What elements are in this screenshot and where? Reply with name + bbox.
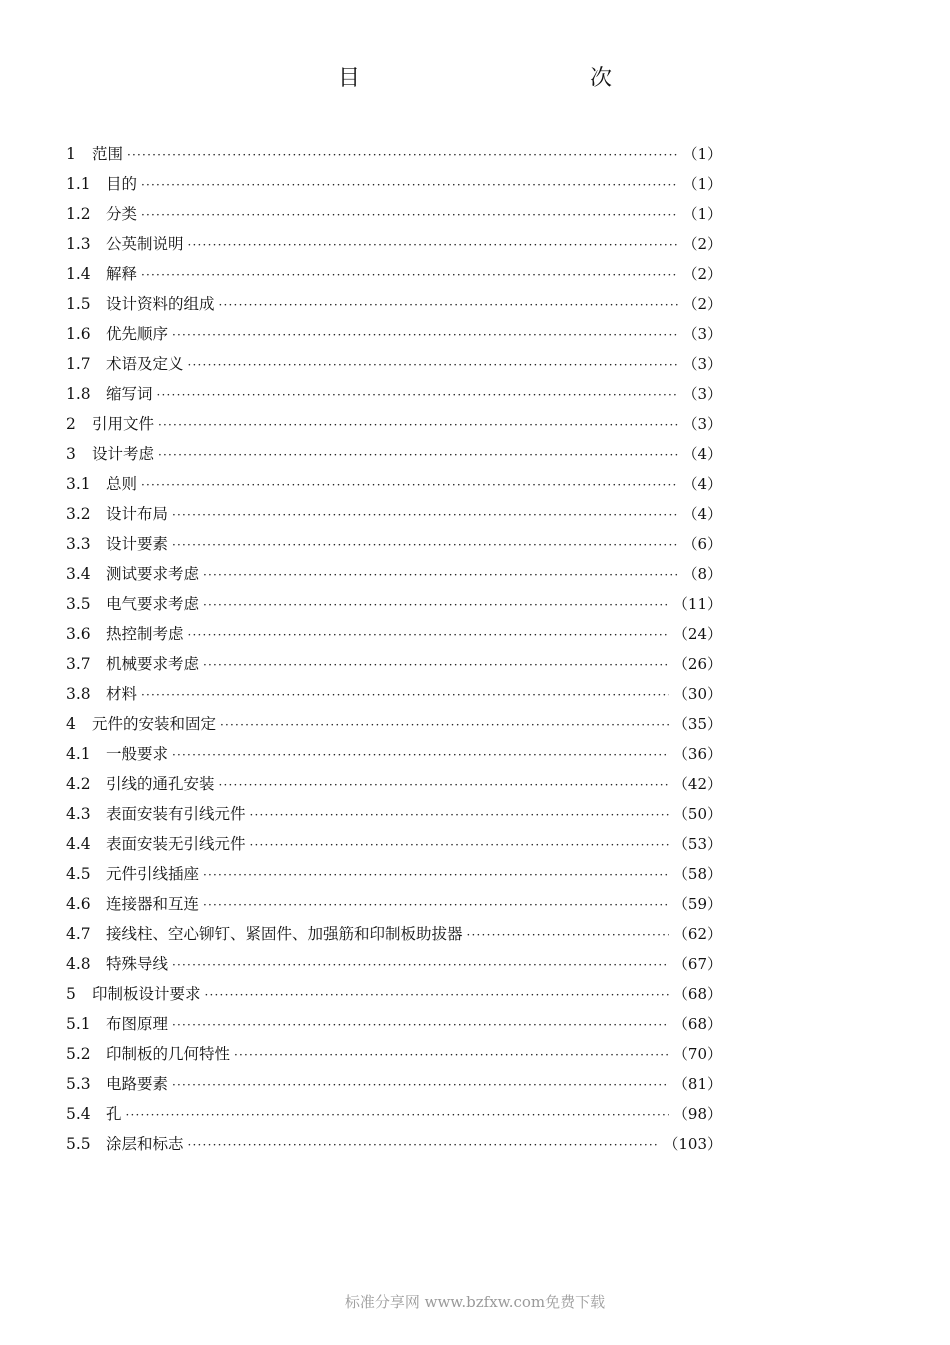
dot-leader: [158, 410, 678, 440]
toc-entry[interactable]: [66, 1009, 722, 1039]
toc-entry[interactable]: [66, 769, 722, 799]
toc-entry-number: 1.3: [66, 235, 91, 253]
toc-entry[interactable]: [66, 139, 722, 169]
toc-entry-number: 4.3: [66, 805, 91, 823]
toc-entry-label: 范围: [92, 145, 124, 163]
toc-entry-number: 1.1: [66, 175, 91, 193]
toc-entry-number: 4.2: [66, 775, 91, 793]
toc-entry-label: 解释: [106, 265, 138, 283]
dot-leader: [234, 1040, 669, 1070]
toc-entry-page: （4）: [682, 505, 722, 523]
dot-leader: [250, 800, 669, 830]
dot-leader: [141, 680, 669, 710]
toc-entry-number: 3: [66, 445, 76, 463]
toc-entry[interactable]: [66, 1069, 722, 1099]
toc-entry-number: 4.5: [66, 865, 91, 883]
toc-entry-number: 3.8: [66, 685, 91, 703]
dot-leader: [205, 980, 669, 1010]
toc-entry-number: 3.3: [66, 535, 91, 553]
toc-entry[interactable]: [66, 469, 722, 499]
toc-entry-page: （4）: [682, 475, 722, 493]
toc-entry-label: 热控制考虑: [106, 625, 184, 643]
toc-entry-label: 分类: [106, 205, 138, 223]
dot-leader: [467, 920, 669, 950]
toc-entry[interactable]: [66, 979, 722, 1009]
toc-entry-label: 设计要素: [106, 535, 169, 553]
toc-entry-page: （58）: [672, 865, 722, 883]
toc-entry-number: 1.5: [66, 295, 91, 313]
toc-entry[interactable]: [66, 199, 722, 229]
toc-entry-page: （68）: [672, 1015, 722, 1033]
dot-leader: [203, 560, 678, 590]
toc-entry[interactable]: [66, 259, 722, 289]
toc-entry-page: （68）: [672, 985, 722, 1003]
toc-entry[interactable]: [66, 739, 722, 769]
toc-entry-label: 目的: [106, 175, 138, 193]
toc-entry-label: 特殊导线: [106, 955, 169, 973]
dot-leader: [188, 1130, 660, 1160]
toc-entry-number: 5.2: [66, 1045, 91, 1063]
dot-leader: [158, 440, 678, 470]
toc-entry-label: 优先顺序: [106, 325, 169, 343]
dot-leader: [250, 830, 669, 860]
toc-entry-label: 设计布局: [106, 505, 169, 523]
toc-entry-number: 4.8: [66, 955, 91, 973]
toc-entry[interactable]: [66, 529, 722, 559]
toc-entry-number: 4.7: [66, 925, 91, 943]
toc-entry-page: （50）: [672, 805, 722, 823]
toc-entry[interactable]: [66, 229, 722, 259]
toc-entry[interactable]: [66, 709, 722, 739]
toc-entry-number: 3.2: [66, 505, 91, 523]
toc-entry-label: 术语及定义: [106, 355, 184, 373]
table-of-contents: [66, 139, 722, 1159]
toc-entry-page: （24）: [672, 625, 722, 643]
dot-leader: [219, 770, 669, 800]
toc-entry[interactable]: [66, 589, 722, 619]
toc-entry-page: （67）: [672, 955, 722, 973]
toc-entry-label: 机械要求考虑: [106, 655, 200, 673]
dot-leader: [203, 650, 669, 680]
toc-entry[interactable]: [66, 859, 722, 889]
toc-entry-label: 一般要求: [106, 745, 169, 763]
toc-entry-page: （53）: [672, 835, 722, 853]
toc-entry-page: （11）: [672, 595, 722, 613]
toc-entry[interactable]: [66, 619, 722, 649]
toc-entry-number: 1.6: [66, 325, 91, 343]
toc-entry-label: 元件引线插座: [106, 865, 200, 883]
dot-leader: [172, 500, 678, 530]
toc-entry[interactable]: [66, 499, 722, 529]
dot-leader: [188, 350, 679, 380]
toc-entry-label: 涂层和标志: [106, 1135, 184, 1153]
dot-leader: [172, 320, 678, 350]
toc-entry-page: （3）: [682, 415, 722, 433]
toc-entry-page: （1）: [682, 145, 722, 163]
toc-entry[interactable]: [66, 319, 722, 349]
toc-entry[interactable]: [66, 679, 722, 709]
toc-entry[interactable]: [66, 949, 722, 979]
toc-entry-number: 3.7: [66, 655, 91, 673]
toc-entry-number: 3.4: [66, 565, 91, 583]
toc-entry-number: 1.7: [66, 355, 91, 373]
toc-entry-page: （1）: [682, 175, 722, 193]
toc-entry[interactable]: [66, 1129, 722, 1159]
toc-entry-number: 3.1: [66, 475, 91, 493]
toc-entry[interactable]: [66, 379, 722, 409]
toc-entry-label: 元件的安装和固定: [92, 715, 217, 733]
toc-entry-number: 5.3: [66, 1075, 91, 1093]
dot-leader: [188, 620, 669, 650]
toc-entry-number: 5.4: [66, 1105, 91, 1123]
toc-entry[interactable]: [66, 919, 722, 949]
toc-entry-number: 5.1: [66, 1015, 91, 1033]
toc-entry-page: （1）: [682, 205, 722, 223]
toc-entry-number: 4.6: [66, 895, 91, 913]
toc-entry-label: 设计资料的组成: [106, 295, 215, 313]
dot-leader: [141, 470, 678, 500]
dot-leader: [203, 590, 669, 620]
toc-entry[interactable]: [66, 289, 722, 319]
toc-entry-page: （35）: [672, 715, 722, 733]
toc-entry-label: 材料: [106, 685, 138, 703]
toc-entry-page: （2）: [682, 235, 722, 253]
toc-entry-label: 印制板的几何特性: [106, 1045, 231, 1063]
toc-entry-page: （2）: [682, 265, 722, 283]
toc-entry[interactable]: [66, 169, 722, 199]
dot-leader: [220, 710, 669, 740]
toc-entry-label: 表面安装有引线元件: [106, 805, 246, 823]
toc-entry-number: 5: [66, 985, 76, 1003]
toc-entry-page: （42）: [672, 775, 722, 793]
dot-leader: [157, 380, 679, 410]
dot-leader: [172, 530, 678, 560]
toc-entry-page: （98）: [672, 1105, 722, 1123]
toc-entry[interactable]: [66, 439, 722, 469]
toc-entry-page: （4）: [682, 445, 722, 463]
dot-leader: [188, 230, 679, 260]
toc-entry-label: 引用文件: [92, 415, 155, 433]
toc-entry-label: 接线柱、空心铆钉、紧固件、加强筋和印制板助拔器: [106, 925, 463, 943]
toc-entry-page: （6）: [682, 535, 722, 553]
toc-entry-label: 电路要素: [106, 1075, 169, 1093]
toc-entry-number: 1.4: [66, 265, 91, 283]
toc-entry-number: 5.5: [66, 1135, 91, 1153]
toc-entry-page: （70）: [672, 1045, 722, 1063]
toc-entry[interactable]: [66, 1099, 722, 1129]
dot-leader: [219, 290, 679, 320]
toc-entry-page: （30）: [672, 685, 722, 703]
toc-entry-label: 布图原理: [106, 1015, 169, 1033]
toc-entry-label: 连接器和互连: [106, 895, 200, 913]
toc-entry-label: 公英制说明: [106, 235, 184, 253]
toc-entry-number: 1.8: [66, 385, 91, 403]
toc-entry-page: （103）: [663, 1135, 722, 1153]
toc-entry-label: 测试要求考虑: [106, 565, 200, 583]
dot-leader: [141, 170, 678, 200]
dot-leader: [172, 1070, 669, 1100]
toc-entry[interactable]: [66, 349, 722, 379]
toc-entry-page: （59）: [672, 895, 722, 913]
dot-leader: [203, 860, 669, 890]
toc-entry[interactable]: [66, 889, 722, 919]
dot-leader: [172, 740, 669, 770]
toc-entry-number: 1: [66, 145, 76, 163]
toc-entry[interactable]: [66, 829, 722, 859]
toc-entry-number: 3.6: [66, 625, 91, 643]
toc-entry-page: （81）: [672, 1075, 722, 1093]
toc-entry-label: 电气要求考虑: [106, 595, 200, 613]
toc-entry-page: （26）: [672, 655, 722, 673]
toc-entry-number: 3.5: [66, 595, 91, 613]
toc-entry-label: 引线的通孔安装: [106, 775, 215, 793]
toc-entry-number: 1.2: [66, 205, 91, 223]
toc-entry-page: （3）: [682, 385, 722, 403]
toc-entry-page: （8）: [682, 565, 722, 583]
toc-entry[interactable]: [66, 649, 722, 679]
toc-entry-page: （2）: [682, 295, 722, 313]
toc-entry-number: 4: [66, 715, 76, 733]
toc-entry-page: （3）: [682, 325, 722, 343]
toc-entry[interactable]: [66, 409, 722, 439]
dot-leader: [172, 1010, 669, 1040]
toc-entry-label: 孔: [106, 1105, 122, 1123]
dot-leader: [126, 1100, 669, 1130]
dot-leader: [172, 950, 669, 980]
toc-entry-page: （3）: [682, 355, 722, 373]
dot-leader: [203, 890, 669, 920]
dot-leader: [141, 200, 678, 230]
toc-entry-page: （62）: [672, 925, 722, 943]
toc-entry-number: 4.4: [66, 835, 91, 853]
toc-entry-label: 印制板设计要求: [92, 985, 201, 1003]
toc-entry-label: 缩写词: [106, 385, 153, 403]
toc-entry[interactable]: [66, 1039, 722, 1069]
toc-entry-page: （36）: [672, 745, 722, 763]
dot-leader: [127, 140, 678, 170]
toc-entry-label: 总则: [106, 475, 138, 493]
page-title: 目 次: [337, 66, 674, 91]
toc-entry-number: 2: [66, 415, 76, 433]
toc-entry[interactable]: [66, 559, 722, 589]
toc-entry-label: 设计考虑: [92, 445, 155, 463]
toc-entry-label: 表面安装无引线元件: [106, 835, 246, 853]
dot-leader: [141, 260, 678, 290]
toc-entry-number: 4.1: [66, 745, 91, 763]
toc-entry[interactable]: [66, 799, 722, 829]
footer-watermark: 标准分享网 www.bzfxw.com免费下载: [344, 1293, 606, 1311]
